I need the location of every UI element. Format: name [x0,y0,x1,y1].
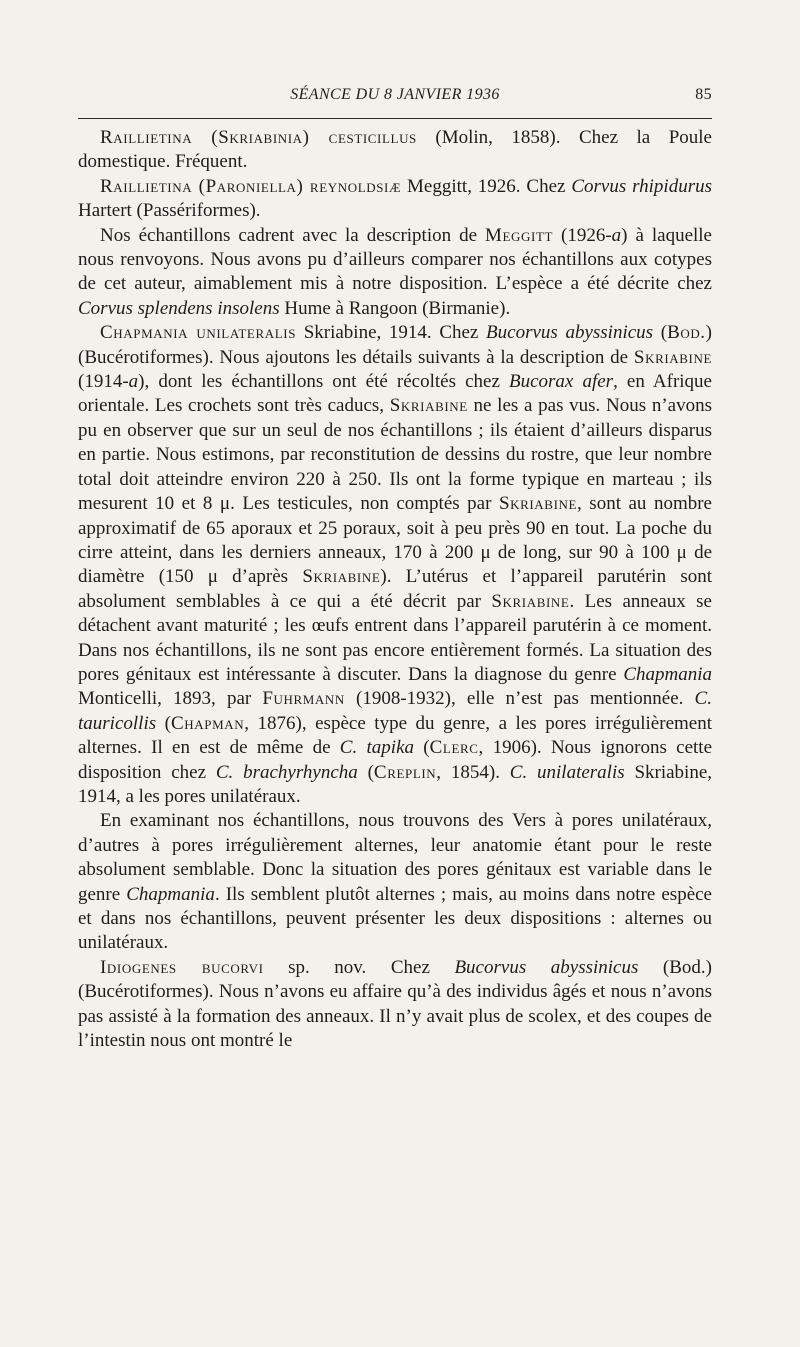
body-text [78,126,712,1053]
taxon-name: Idiogenes bucorvi [100,956,264,978]
paragraph-pores-variable: En examinant nos échantillons, nous trouvons des Vers à pores unilatéraux, d’autres à pores irrégulièrement alternes, leur anatomie étant pour le reste absolument semblable. Donc la situation des pores génitaux est variable dans le genre Chapmania. Ils semblent plutôt alternes ; mais, au moins dans notre espèce et dans nos échantillons, peuvent présenter les deux dispositions : alternes ou unilatéraux. [78,810,712,954]
paragraph-idiogenes-bucorvi: Idiogenes bucorvi sp. nov. Chez Bucorvus abyssinicus (Bod.) (Bucérotiformes). Nous n’avons eu affaire qu’à des individus âgés et nous n’avons pas assisté à la formation des anneaux. Il n’y avait plus de scolex, et des coupes de l’intestin nous ont montré le [78,956,713,1052]
page-number: 85 [695,86,712,103]
paragraph-meggitt-description: Nos échantillons cadrent avec la description de Meggitt (1926-a) à laquelle nous renvoyons. Nous avons pu d’ailleurs comparer nos échantillons aux cotypes de cet auteur, aimablement mis à notre disposition. L’espèce a été décrite chez Corvus splendens insolens Hume à Rangoon (Birmanie). [78,224,712,319]
taxon-name: Chapmania unilateralis [100,322,297,344]
taxon-name: Raillietina (Paroniella) reynoldsiæ [100,175,402,197]
taxon-name: Raillietina (Skriabinia) cesticillus [100,127,417,148]
paragraph-raillietina-reynoldsiae: Raillietina (Paroniella) reynoldsiæ Meggitt, 1926. Chez Corvus rhipidurus Hartert (Passériformes). [78,175,713,222]
paragraph-chapmania-unilateralis: Chapmania unilateralis Skriabine, 1914. Chez Bucorvus abyssinicus (Bod.) (Bucérotiformes). Nous ajoutons les détails suivants à la description de Skriabine (1914-a), dont les échantillons ont été récoltés chez Bucorax afer, en Afrique orientale. Les crochets sont très caducs, Skriabine ne les a pas vus. Nous n’avons pu en observer que sur un seul de nos échantillons ; ils étaient d’ailleurs disparus en partie. Nous estimons, par reconstitution de dessins du rostre, que leur nombre total doit atteindre environ 220 à 250. Ils ont la forme typique en marteau ; ils mesurent 10 et 8 μ. Les testicules, non comptés par Skriabine, sont au nombre approximatif de 65 aporaux et 25 poraux, soit à peu près 90 en tout. La poche du cirre atteint, dans les derniers anneaux, 170 à 200 μ de long, sur 90 à 100 μ de diamètre (150 μ d’après Skriabine). L’utérus et l’appareil parutérin sont absolument semblables à ce qui a été décrit par Skriabine. Les anneaux se détachent avant maturité ; les œufs entrent dans l’appareil parutérin à ce moment. Dans nos échantillons, ils ne sont pas encore entièrement formés. La situation des pores génitaux est intéressante à discuter. Dans la diagnose du genre Chapmania Monticelli, 1893, par Fuhrmann (1908-1932), elle n’est pas mentionnée. C. tauricollis (Chapman, 1876), espèce type du genre, a les pores irrégulièrement alternes. Il en est de même de C. tapika (Clerc, 1906). Nous ignorons cette disposition chez C. brachyrhyncha (Creplin, 1854). C. unilateralis Skriabine, 1914, a les pores unilatéraux. [78,322,713,807]
running-title: SÉANCE DU 8 JANVIER 1936 [290,86,500,103]
paragraph-raillietina-cesticillus: Raillietina (Skriabinia) cesticillus (Molin, 1858). Chez la Poule domestique. Fréquent. [78,127,712,173]
header-rule [78,118,712,119]
page-header [78,86,712,112]
